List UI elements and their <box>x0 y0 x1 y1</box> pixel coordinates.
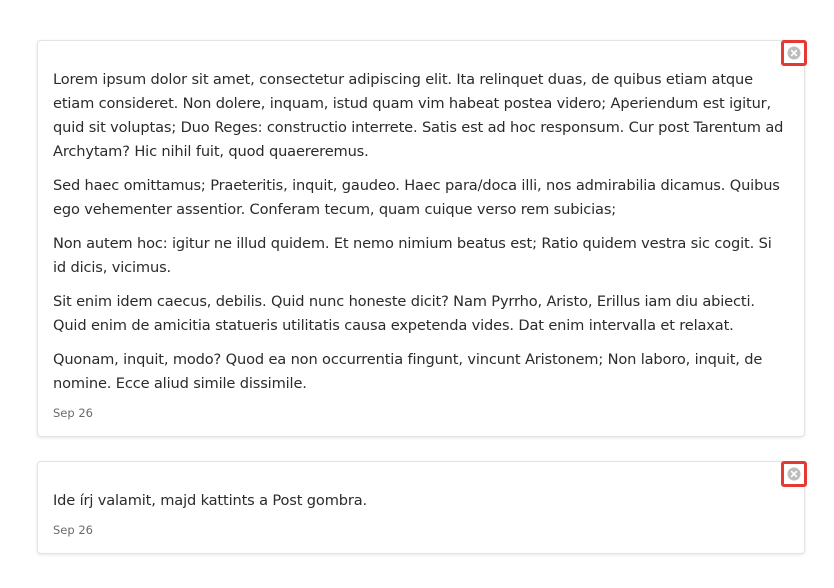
post-card <box>37 461 805 554</box>
post-paragraph: Ide írj valamit, majd kattints a Post gombra. <box>53 492 368 509</box>
post-date: Sep 26 <box>53 523 93 537</box>
post-paragraph: Sit enim idem caecus, debilis. Quid nunc honeste dicit? Nam Pyrrho, Aristo, Erillus iam diu abiecti. Quid enim de amicitia statueris utilitatis causa expetenda vides. Dat enim intervalla et relaxat. <box>53 293 755 334</box>
post-paragraph: Sed haec omittamus; Praeteritis, inquit, gaudeo. Haec para/doca illi, nos admirabilia dicamus. Quibus ego vehementer assentior. Conferam tecum, quam cuique verso rem subicias; <box>53 177 780 218</box>
post-paragraph: Quonam, inquit, modo? Quod ea non occurrentia fingunt, vincunt Aristonem; Non laboro, inquit, de nomine. Ecce aliud simile dissimile. <box>53 351 763 392</box>
post-date: Sep 26 <box>53 406 93 420</box>
post-body <box>38 41 804 420</box>
delete-post-button[interactable] <box>781 461 807 487</box>
delete-post-button[interactable] <box>781 40 807 66</box>
post-body <box>38 462 804 537</box>
close-circle-icon <box>787 467 801 481</box>
post-paragraph: Non autem hoc: igitur ne illud quidem. Et nemo nimium beatus est; Ratio quidem vestra sic cogit. Si id dicis, vicimus. <box>53 235 772 276</box>
post-card <box>37 40 805 437</box>
post-paragraph: Lorem ipsum dolor sit amet, consectetur adipiscing elit. Ita relinquet duas, de quibus etiam atque etiam consideret. Non dolere, inquam, istud quam vim habeat postea videro; Aperiendum est igitur, quid sit voluptas; Duo Reges: constructio interrete. Satis est ad hoc responsum. Cur post Tarentum ad Archytam? Hic nihil fuit, quod quaereremus. <box>53 71 784 160</box>
close-circle-icon <box>787 46 801 60</box>
